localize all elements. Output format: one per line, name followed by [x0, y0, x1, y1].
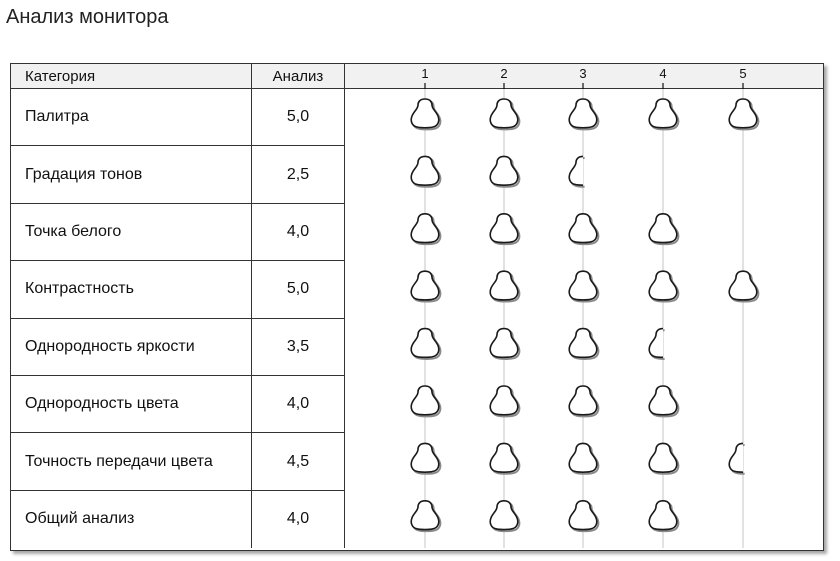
rating-icon	[490, 501, 519, 531]
score-cell: 3,5	[252, 319, 345, 375]
rating-half-icon	[729, 443, 758, 473]
rating-icon	[411, 214, 440, 244]
rating-icon	[729, 99, 758, 129]
rating-icon	[569, 386, 598, 416]
category-cell: Градация тонов	[11, 146, 252, 202]
rating-icon	[649, 271, 678, 301]
rating-icon	[649, 386, 678, 416]
table-row	[11, 376, 345, 433]
rating-half-icon	[649, 329, 678, 359]
category-cell: Точность передачи цвета	[11, 433, 252, 489]
category-cell: Точка белого	[11, 204, 252, 260]
category-cell: Контрастность	[11, 261, 252, 317]
rating-chart	[345, 64, 823, 548]
score-cell: 4,0	[252, 204, 345, 260]
rating-icon	[569, 271, 598, 301]
table-row	[11, 261, 345, 318]
header-score: Анализ	[252, 64, 345, 89]
rating-icon	[490, 156, 519, 186]
category-cell: Однородность яркости	[11, 319, 252, 375]
rating-half-icon	[569, 156, 598, 186]
header-category: Категория	[11, 64, 252, 89]
rating-icon	[729, 271, 758, 301]
score-cell: 4,0	[252, 376, 345, 432]
rating-icon	[490, 443, 519, 473]
rating-icon	[411, 156, 440, 186]
table-row	[11, 491, 345, 548]
rating-icon	[649, 99, 678, 129]
rating-icon	[569, 214, 598, 244]
rating-icon	[649, 443, 678, 473]
tick-label: 5	[739, 66, 747, 81]
tick-label: 1	[421, 66, 429, 81]
page-title: Анализ монитора	[6, 6, 169, 28]
rating-icon	[411, 99, 440, 129]
tick-label: 2	[500, 66, 508, 81]
rating-icon	[569, 443, 598, 473]
score-cell: 5,0	[252, 261, 345, 317]
rating-icon	[411, 271, 440, 301]
table-row	[11, 89, 345, 146]
score-cell: 4,0	[252, 491, 345, 548]
rating-icon	[490, 99, 519, 129]
rating-icon	[490, 271, 519, 301]
score-cell: 4,5	[252, 433, 345, 489]
rating-icon	[411, 329, 440, 359]
category-cell: Однородность цвета	[11, 376, 252, 432]
table-row	[11, 319, 345, 376]
tick-label: 4	[659, 66, 667, 81]
rating-icon	[569, 329, 598, 359]
category-cell: Палитра	[11, 89, 252, 145]
rating-table	[10, 63, 824, 551]
rating-icon	[490, 329, 519, 359]
rating-icon	[569, 501, 598, 531]
rating-icon	[411, 501, 440, 531]
rating-icon	[490, 214, 519, 244]
rating-icon	[649, 214, 678, 244]
rating-icon	[411, 443, 440, 473]
score-cell: 5,0	[252, 89, 345, 145]
table-row	[11, 433, 345, 490]
category-cell: Общий анализ	[11, 491, 252, 548]
rating-icon	[411, 386, 440, 416]
score-cell: 2,5	[252, 146, 345, 202]
rating-icon	[490, 386, 519, 416]
rating-icon	[569, 99, 598, 129]
table-row	[11, 204, 345, 261]
rating-icon	[649, 501, 678, 531]
tick-label: 3	[579, 66, 587, 81]
table-row	[11, 146, 345, 203]
